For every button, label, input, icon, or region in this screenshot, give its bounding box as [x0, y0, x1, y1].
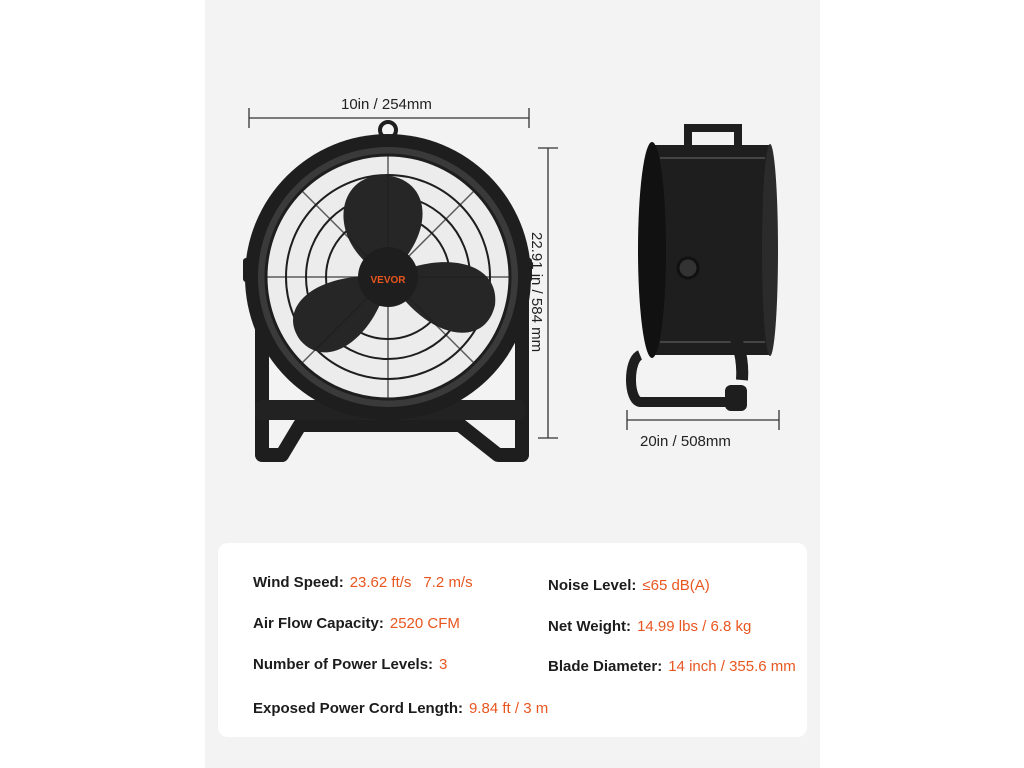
- spec-net-weight: [548, 618, 751, 635]
- spec-label: Number of Power Levels:: [253, 656, 434, 673]
- depth-dimension-line: [627, 410, 779, 430]
- spec-value: 14.99 lbs / 6.8 kg: [637, 618, 752, 635]
- spec-blade-diameter: [548, 658, 796, 675]
- brand-logo: VEVOR: [370, 275, 406, 286]
- spec-value: 14 inch / 355.6 mm: [668, 658, 796, 675]
- spec-label: Noise Level:: [548, 577, 637, 594]
- spec-label: Exposed Power Cord Length:: [253, 700, 464, 717]
- front-height-label: 22.91 in / 584 mm: [528, 232, 545, 353]
- spec-value: 2520 CFM: [389, 615, 460, 632]
- fan-front-view: [243, 122, 532, 455]
- spec-value-alt: 7.2 m/s: [423, 574, 473, 591]
- spec-label: Net Weight:: [548, 618, 632, 635]
- spec-power-levels: [253, 656, 447, 673]
- spec-value: 9.84 ft / 3 m: [469, 700, 549, 717]
- side-depth-label: 20in / 508mm: [640, 433, 731, 450]
- spec-wind-speed: [253, 574, 473, 591]
- spec-label: Wind Speed:: [253, 574, 344, 591]
- spec-value: 23.62 ft/s: [349, 574, 412, 591]
- spec-value: 3: [439, 656, 448, 673]
- fan-side-view: [631, 128, 778, 411]
- spec-label: Air Flow Capacity:: [253, 615, 384, 632]
- spec-value: ≤65 dB(A): [642, 577, 710, 594]
- spec-noise-level: [548, 577, 710, 594]
- spec-label: Blade Diameter:: [548, 658, 663, 675]
- spec-cord-length: [253, 700, 548, 717]
- front-width-label: 10in / 254mm: [341, 96, 432, 113]
- spec-air-flow: [253, 615, 460, 632]
